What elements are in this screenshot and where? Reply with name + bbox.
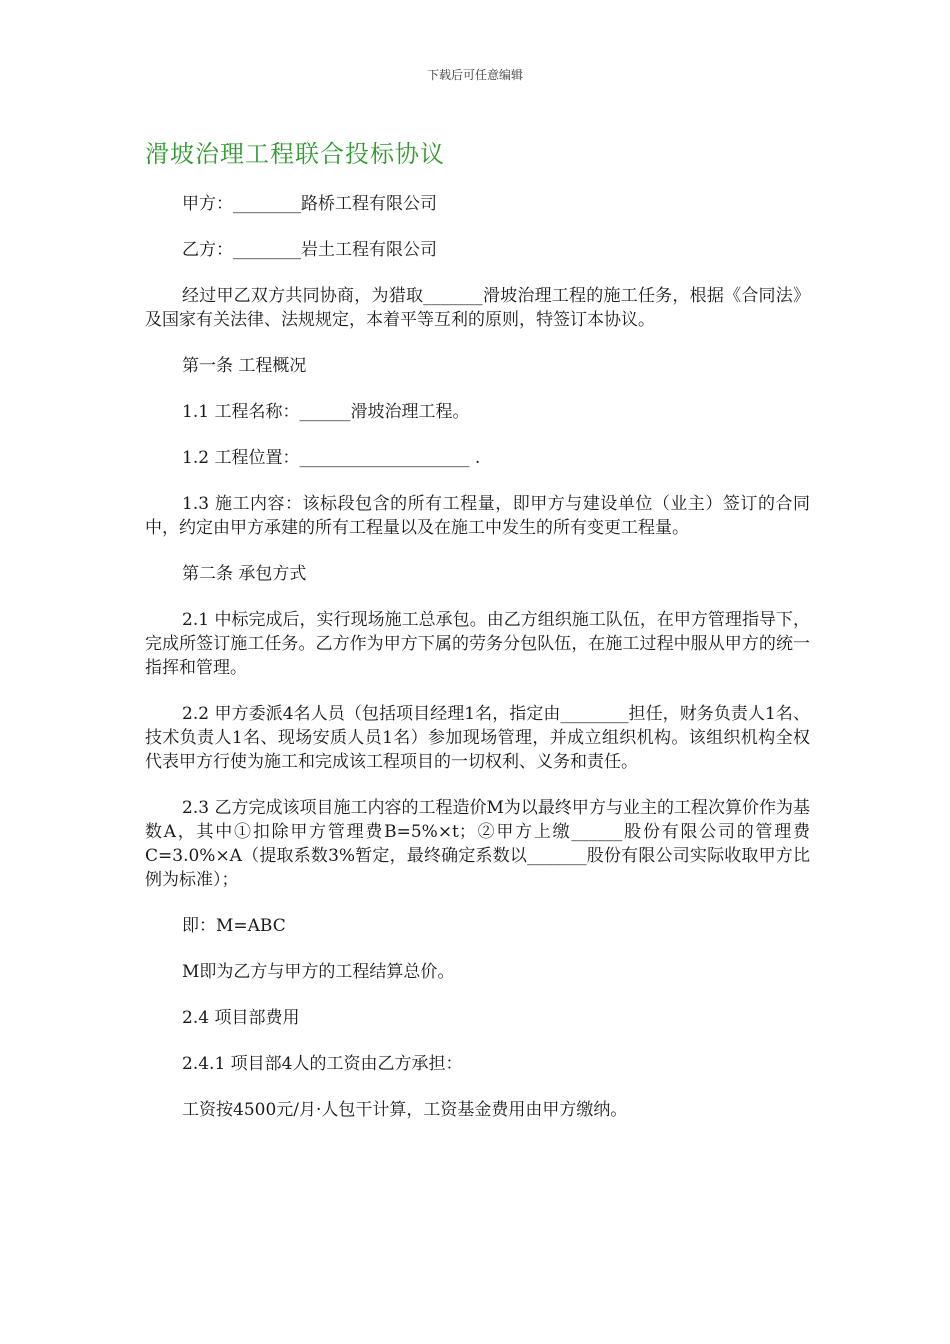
- document-body: [145, 192, 810, 1144]
- clause-2-2: 2.2 甲方委派4名人员（包括项目经理1名，指定由________担任，财务负责人1名、技术负责人1名、现场安质人员1名）参加现场管理，并成立组织机构。该组织机构全权代表甲方行使为施工和完成该工程项目的一切权利、义务和责任。: [145, 704, 810, 772]
- clause-2-3: 2.3 乙方完成该项目施工内容的工程造价M为以最终甲方与业主的工程次算价作为基数A，其中①扣除甲方管理费B=5%×t；②甲方上缴______股份有限公司的管理费C=3.0%×A（提取系数3%暂定，最终确定系数以_______股份有限公司实际收取甲方比例为标准）；: [145, 798, 810, 890]
- page-header-note: 下载后可任意编辑: [426, 68, 523, 82]
- clause-2-4-heading: 2.4 项目部费用: [182, 1008, 300, 1028]
- clause-1-1: 1.1 工程名称：______滑坡治理工程。: [182, 402, 470, 422]
- article-2-heading: 第二条 承包方式: [182, 564, 307, 584]
- salary-line: 工资按4500元/月·人包干计算，工资基金费用由甲方缴纳。: [182, 1100, 628, 1120]
- party-b-line: 乙方：________岩土工程有限公司: [182, 240, 437, 260]
- document-title: 滑坡治理工程联合投标协议: [145, 140, 445, 168]
- clause-2-4-1: 2.4.1 项目部4人的工资由乙方承担：: [182, 1054, 463, 1074]
- preamble-paragraph: 经过甲乙双方共同协商，为猎取_______滑坡治理工程的施工任务，根据《合同法》及国家有关法律、法规规定，本着平等互利的原则，特签订本协议。: [145, 286, 810, 330]
- party-a-line: 甲方：________路桥工程有限公司: [182, 194, 437, 214]
- clause-2-1: 2.1 中标完成后，实行现场施工总承包。由乙方组织施工队伍，在甲方管理指导下，完成所签订施工任务。乙方作为甲方下属的劳务分包队伍，在施工过程中服从甲方的统一指挥和管理。: [145, 610, 810, 678]
- clause-1-3: 1.3 施工内容：该标段包含的所有工程量，即甲方与建设单位（业主）签订的合同中，约定由甲方承建的所有工程量以及在施工中发生的所有变更工程量。: [145, 494, 810, 538]
- formula-explanation: M即为乙方与甲方的工程结算总价。: [182, 962, 455, 982]
- article-1-heading: 第一条 工程概况: [182, 356, 307, 376]
- clause-1-2: 1.2 工程位置：____________________ .: [182, 448, 481, 468]
- formula-line: 即：M=ABC: [182, 916, 286, 936]
